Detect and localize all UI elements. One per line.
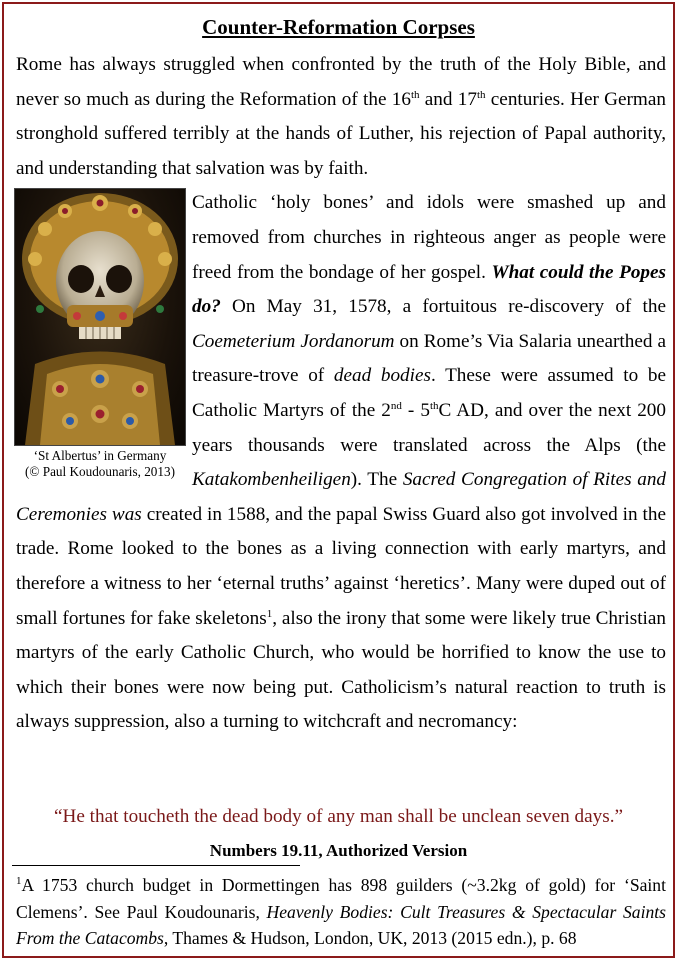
footnote xyxy=(16,872,666,952)
scripture-quote: “He that toucheth the dead body of any man shall be unclean seven days.” xyxy=(53,806,624,827)
text-run: and 17 xyxy=(419,88,477,110)
figure-caption xyxy=(12,448,188,484)
italic-term: Sacred Congregation of Rites and Ceremonies was xyxy=(16,469,667,525)
text-run: C AD, and over the next 200 years thousands were translated across the Alps (the xyxy=(192,399,666,456)
text-run: . These were assumed to be Catholic Martyrs of the 2 xyxy=(192,365,666,421)
text-run: On May 31, 1578, a fortuitous re-discovery of the xyxy=(220,296,666,318)
superscript: th xyxy=(410,88,420,101)
text-run: on Rome’s Via Salaria unearthed a treasure-trove of xyxy=(192,330,666,387)
text-run: A 1753 church budget in Dormettingen has 898 guilders (~3.2kg of gold) for ‘Saint Clemens’. See Paul Koudounaris, xyxy=(16,875,666,922)
scripture-reference: Numbers 19.11, Authorized Version xyxy=(209,841,468,860)
emphasis-question: What could the Popes do? xyxy=(192,261,666,318)
caption-credit: (© Paul Koudounaris, 2013) xyxy=(25,464,175,480)
footnote-divider xyxy=(12,865,300,866)
article-page xyxy=(2,2,675,958)
italic-term: Katakombenheiligen xyxy=(192,469,351,491)
text-run: - 5 xyxy=(401,399,430,421)
text-run: ). The xyxy=(350,469,403,491)
book-title: Heavenly Bodies: Cult Treasures & Spectacular Saints From the Catacombs xyxy=(16,901,666,948)
article-body xyxy=(16,48,666,740)
text-run: Catholic ‘holy bones’ and idols were smashed up and removed from churches in righteous anger as people were freed from the bondage of her gospel. xyxy=(192,192,666,283)
figure xyxy=(12,186,188,484)
skeleton-illustration xyxy=(15,189,185,445)
article-title: Counter-Reformation Corpses xyxy=(202,15,475,39)
footnote-marker[interactable]: 1 xyxy=(266,607,273,620)
italic-term: dead bodies xyxy=(333,365,431,387)
italic-term: Coemeterium Jordanorum xyxy=(192,330,395,352)
text-run: centuries. Her German stronghold suffered terribly at the hands of Luther, his rejection of Papal authority, and understanding that salvation was by faith. xyxy=(16,88,666,179)
paragraph-intro xyxy=(16,48,666,186)
text-run: , Thames & Hudson, London, UK, 2013 (2015 edn.), p. 68 xyxy=(163,928,577,948)
footnote-number: 1 xyxy=(16,875,22,887)
text-run: Rome has always struggled when confronted by the truth of the Holy Bible, and never so much as during the Reformation of the 16 xyxy=(16,54,666,110)
superscript: nd xyxy=(390,399,402,412)
superscript: th xyxy=(429,399,439,412)
text-run: , also the irony that some were likely true Christian martyrs of the early Catholic Church, who would be horrified to know the use to which their bones were now being put. Catholicism’s natural reaction to truth is always suppression, also a turning to witchcraft and necromancy: xyxy=(16,607,666,733)
caption-line: ‘St Albertus’ in Germany xyxy=(33,448,167,464)
superscript: th xyxy=(476,88,486,101)
text-run: created in 1588, and the papal Swiss Guard also got involved in the trade. Rome looked to the bones as a living connection with early martyrs, and therefore a witness to her ‘eternal truths’ against ‘heretics’. Many were duped out of small fortunes for fake skeletons xyxy=(16,503,666,629)
jeweled-skeleton-icon xyxy=(14,188,186,446)
